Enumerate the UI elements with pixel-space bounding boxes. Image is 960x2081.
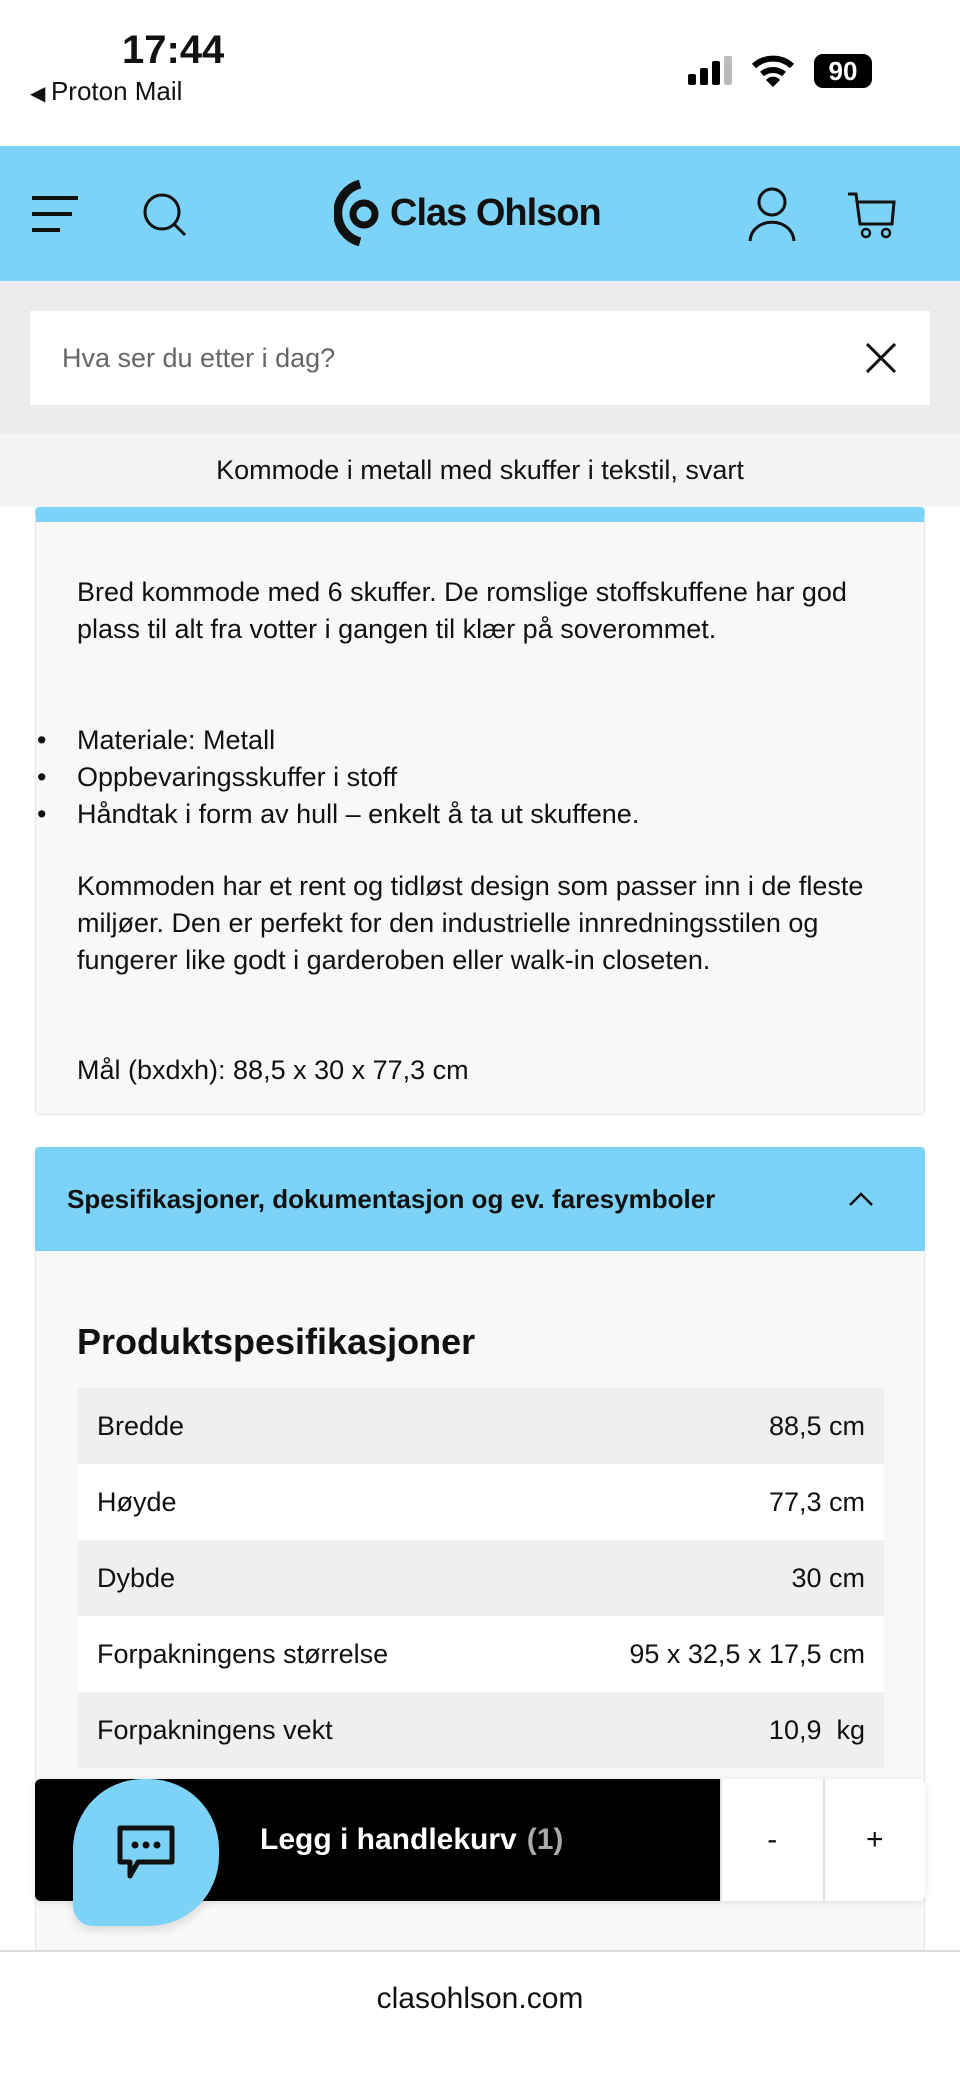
brand-logo[interactable] [334,180,601,246]
bullet-icon: • [37,799,47,829]
add-to-cart-label: Legg i handlekurv [260,1823,517,1856]
status-bar [0,0,960,146]
site-header [0,146,960,281]
spec-value: 30 cm [791,1562,865,1593]
spec-value: 95 x 32,5 x 17,5 cm [629,1638,865,1669]
browser-url-bar[interactable] [0,1950,960,2081]
specs-heading: Produktspesifikasjoner [77,1321,476,1362]
back-to-app[interactable] [30,76,182,107]
bullet-icon: • [37,725,47,755]
table-row [78,1464,884,1540]
signal-icon [688,56,736,86]
description-intro: Bred kommode med 6 skuffer. De romslige stoffskuffene har god plass til alt fra votter i gangen til klær på soverommet. [77,577,847,644]
description-dimensions: Mål (bxdxh): 88,5 x 30 x 77,3 cm [77,1055,469,1085]
brand-name: Clas Ohlson [390,191,601,234]
accordion-title: Spesifikasjoner, dokumentasjon og ev. faresymboler [67,1183,716,1214]
spec-label: Høyde [97,1486,177,1517]
logo-mark-icon [334,180,384,246]
clear-icon[interactable] [866,343,896,373]
domain-label: clasohlson.com [376,1982,584,2015]
feature-list [37,722,877,833]
battery-indicator: 90 [814,54,872,88]
table-row [78,1616,884,1692]
table-row [78,1388,884,1464]
menu-icon[interactable] [32,196,80,232]
spec-label: Dybde [97,1562,176,1593]
search-placeholder: Hva ser du etter i dag? [62,342,336,373]
back-arrow-icon: ◀ [30,83,51,105]
specs-accordion-header[interactable] [35,1147,925,1251]
spec-value: 88,5 cm [768,1410,865,1441]
increase-quantity-button[interactable]: + [823,1779,926,1901]
product-title: Kommode i metall med skuffer i tekstil, svart [0,434,960,507]
search-icon[interactable] [142,192,188,238]
chevron-up-icon [849,1192,873,1206]
back-app-label: Proton Mail [50,76,183,106]
list-item [37,796,877,833]
list-item [37,722,877,759]
list-item [37,759,877,796]
table-row [78,1540,884,1616]
chat-icon [116,1824,176,1882]
search-input[interactable] [30,311,930,405]
decrease-quantity-button[interactable]: - [720,1779,823,1901]
spec-value: 10,9 kg [768,1714,865,1745]
table-row [78,1692,884,1768]
wifi-icon [752,54,794,88]
clock: 17:44 [122,28,225,72]
spec-label: Forpakningens størrelse [97,1638,389,1669]
cart-count: (1) [526,1823,564,1856]
description-body: Kommoden har et rent og tidløst design som passer inn i de fleste miljøer. Den er perfekt for den industrielle innredningsstilen og fungerer like godt i garderoben eller walk-in closeten. [77,871,864,975]
cart-icon[interactable] [846,190,898,240]
description-card [35,507,925,1115]
bullet-icon: • [37,762,47,792]
chat-button[interactable] [73,1779,219,1926]
bullet-text: Håndtak i form av hull – enkelt å ta ut skuffene. [77,799,640,829]
search-area [0,281,960,434]
bullet-text: Oppbevaringsskuffer i stoff [77,762,398,792]
account-icon[interactable] [748,186,796,242]
specs-table [78,1388,884,1768]
spec-value: 77,3 cm [768,1486,865,1517]
spec-label: Forpakningens vekt [97,1714,333,1745]
spec-label: Bredde [97,1410,185,1441]
bullet-text: Materiale: Metall [77,725,276,755]
